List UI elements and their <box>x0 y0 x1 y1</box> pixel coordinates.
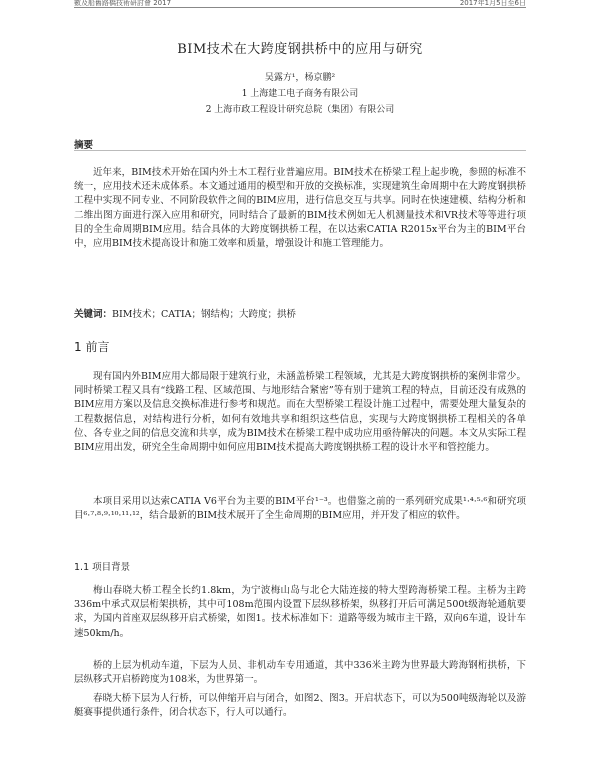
section-1-1-heading: 1.1 项目背景 <box>74 562 131 573</box>
keywords <box>74 306 296 320</box>
header-rule <box>74 7 526 8</box>
keywords-text: BIM技术；CATIA；钢结构；大跨度；拱桥 <box>112 309 297 320</box>
running-header <box>0 0 600 6</box>
keywords-label: 关键词： <box>74 309 113 320</box>
section-1-1-paragraph-2: 桥的上层为机动车道，下层为人员、非机动车专用通道，其中336米主跨为世界最大跨海钢桁拱桥，下层纵移式开启桥跨度为108米，为世界第一。 <box>74 660 526 686</box>
section-1-paragraph-1: 现有国内外BIM应用大都局限于建筑行业，未涵盖桥梁工程领域，尤其是大跨度钢拱桥的案例非常少。同时桥梁工程又具有“线路工程、区域范围、与地形结合紧密”等有别于建筑工程的特点，目前还没有成熟的BIM应用方案以及信息交换标准进行参考和规范。而在大型桥梁工程设计施工过程中，需要处理大量复杂的工程数据信息，对结构进行分析，如何有效地共享和组织这些信息，实现与大跨度钢拱桥工程相关的各单位、各专业之间的信息交流和共享，成为BIM技术在桥梁工程中成功应用亟待解决的问题。本文从实际工程BIM应用出发，研究全生命周期中如何应用BIM技术提高大跨度钢拱桥工程的设计水平和管控能力。 <box>74 371 526 454</box>
header-right: 2017年1月5日至6日 <box>459 0 526 7</box>
section-1-1-paragraph-3: 春晓大桥下层为人行桥，可以伸缩开启与闭合，如图2、图3。开启状态下，可以为500吨级海轮以及游艇赛事提供通行条件，闭合状态下，行人可以通行。 <box>74 693 526 719</box>
affiliation-1: 1 上海建工电子商务有限公司 <box>241 89 359 99</box>
paper-title: BIM技术在大跨度钢拱桥中的应用与研究 <box>177 42 423 57</box>
section-1-paragraph-2: 本项目采用以达索CATIA V6平台为主要的BIM平台¹⁻³。也借鉴之前的一系列研究成果¹·⁴·⁵·⁶和研究项目⁶·⁷·⁸·⁹·¹⁰·¹¹·¹²，结合最新的BIM技术展开了全生命周期的BIM应用，并开发了相应的软件。 <box>74 496 526 522</box>
abstract-heading: 摘要 <box>74 140 94 151</box>
affiliation-2: 2 上海市政工程设计研究总院（集团）有限公司 <box>205 105 395 115</box>
section-1-heading: 1 前言 <box>74 340 110 354</box>
abstract-divider <box>74 150 526 151</box>
header-left: 數及船舊路橋技術研討會 2017 <box>74 0 172 7</box>
section-1-1-paragraph-1: 梅山春晓大桥工程全长约1.8km，为宁波梅山岛与北仑大陆连接的特大型跨海桥梁工程。主桥为主跨336m中承式双层桁架拱桥，其中可108m范围内设置下层纵移桥架，纵移打开后可满足500t级海轮通航要求，为国内首座双层纵移开启式桥梁，如图1。技术标准如下：道路等级为城市主干路，双向6车道，设计车速50km/h。 <box>74 585 526 639</box>
abstract-text: 近年来，BIM技术开始在国内外土木工程行业普遍应用。BIM技术在桥梁工程上起步晚，参照的标准不统一，应用技术还未成体系。本文通过通用的模型和开放的交换标准，实现建筑生命周期中在大跨度钢拱桥工程中实现不同专业、不同阶段软件之间的BIM应用，进行信息交互与共享。同时在快速建模、结构分析和二维出图方面进行深入应用和研究，同时结合了最新的BIM技术例如无人机测量技术和VR技术等等进行项目的全生命周期BIM应用。结合具体的大跨度钢拱桥工程，在以达索CATIA R2015x平台为主的BIM平台中，应用BIM技术提高设计和施工效率和质量，增强设计和施工管理能力。 <box>74 167 526 250</box>
authors: 吴露方¹，杨京鹏² <box>264 73 336 83</box>
